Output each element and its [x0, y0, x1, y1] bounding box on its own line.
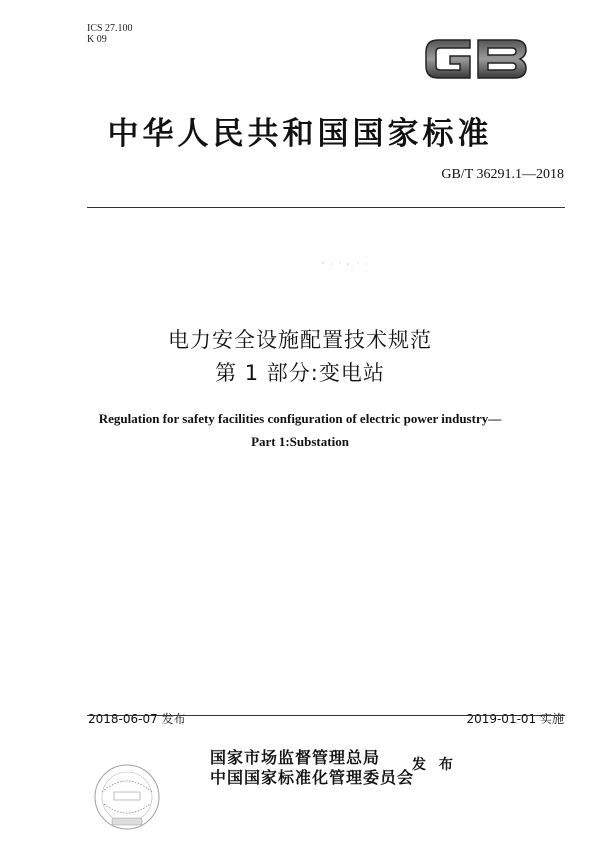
publish-date: 2018-06-07 发布	[88, 712, 186, 726]
implementation-date: 2019-01-01 实施	[466, 712, 564, 726]
bottom-divider	[87, 715, 565, 716]
chinese-title-line-1: 电力安全设施配置技术规范	[168, 328, 432, 352]
seal-stamp-icon	[92, 762, 162, 832]
scan-speckle	[318, 258, 378, 272]
gb-logo-icon	[422, 32, 530, 86]
release-label: 发 布	[412, 757, 457, 773]
issuer-samr: 国家市场监督管理总局	[210, 748, 381, 767]
chinese-title-line-2: 第 1 部分:变电站	[215, 361, 385, 385]
english-title-line-1: Regulation for safety facilities configuration of electric power industry—	[98, 411, 502, 426]
ccs-code: K 09	[87, 34, 107, 45]
ics-code: ICS 27.100	[87, 23, 133, 34]
standard-title: 中华人民共和国国家标准	[107, 116, 493, 152]
issuer-sac: 中国国家标准化管理委员会	[210, 768, 415, 787]
english-title-line-2: Part 1:Substation	[251, 434, 349, 449]
top-divider	[87, 207, 565, 208]
standard-number: GB/T 36291.1—2018	[441, 167, 564, 182]
